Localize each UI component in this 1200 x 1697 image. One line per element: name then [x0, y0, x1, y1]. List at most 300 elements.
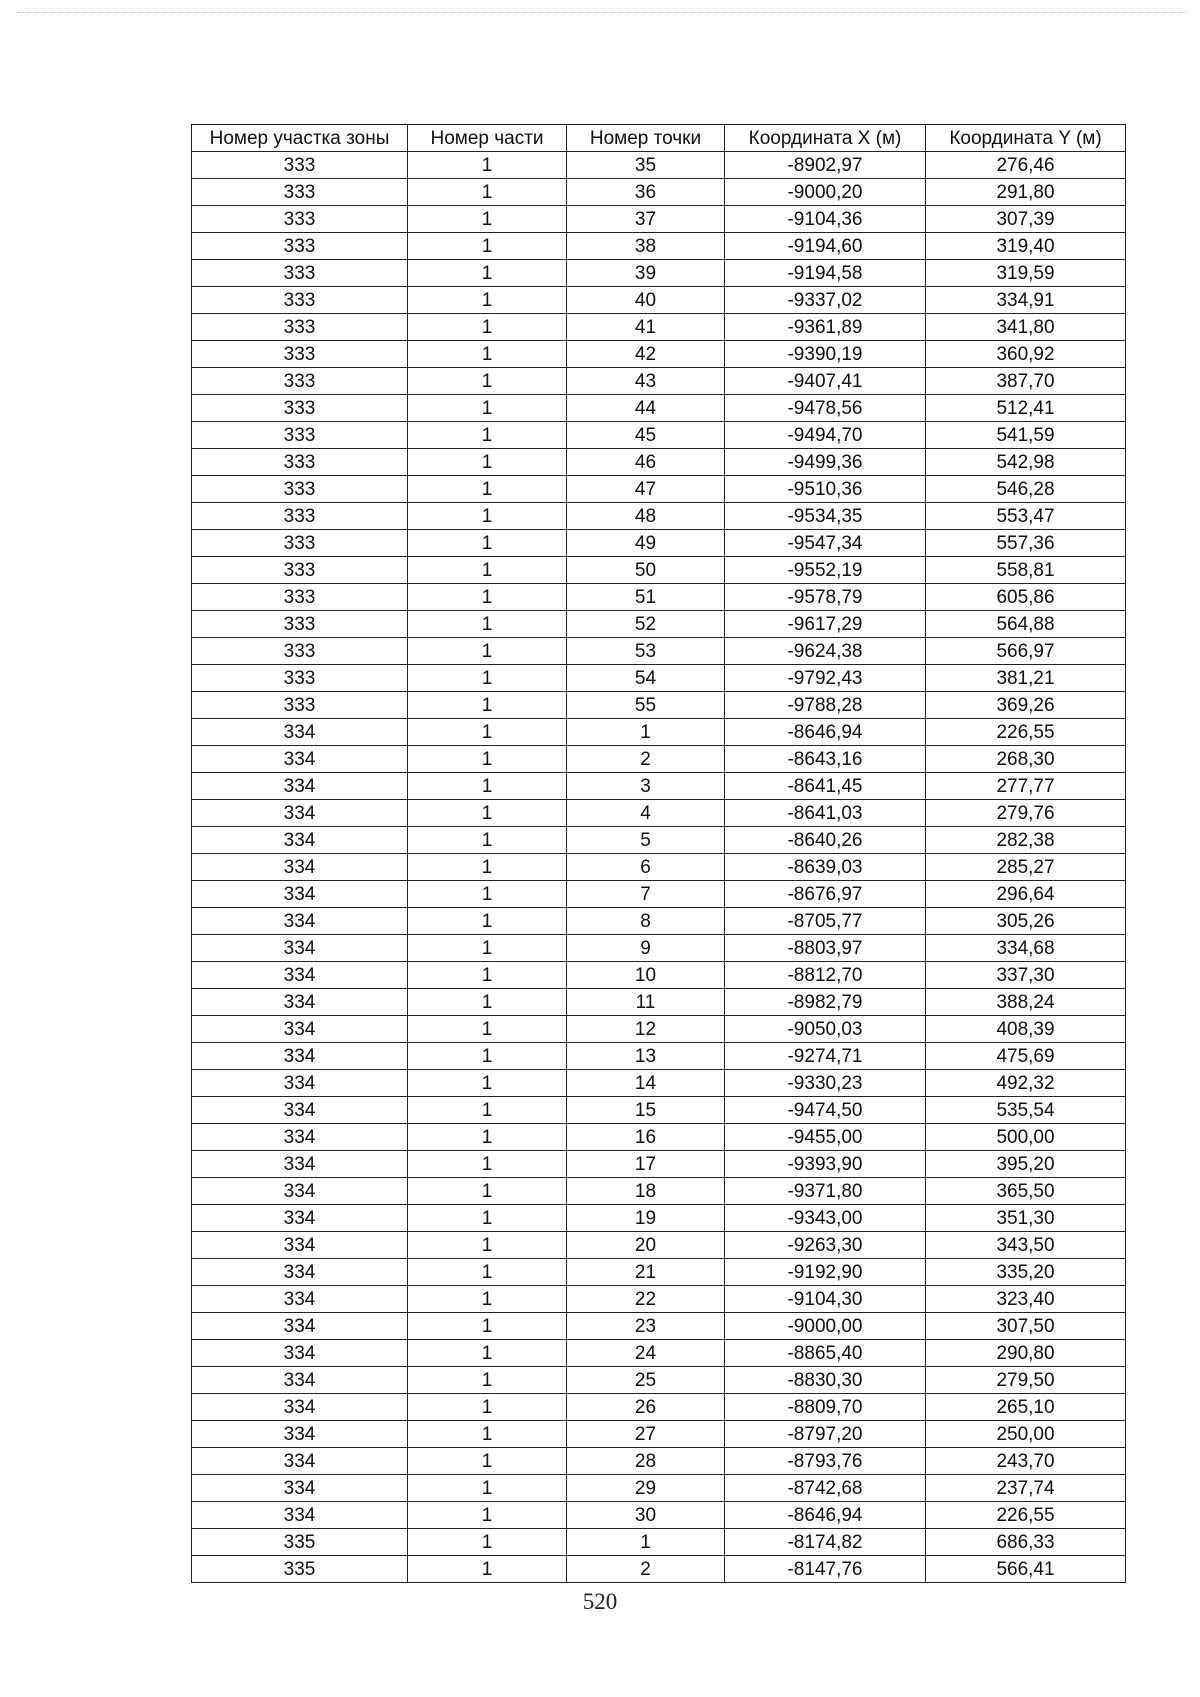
cell-coordinate-y: 323,40	[926, 1286, 1126, 1313]
cell-zone-plot-number: 334	[192, 800, 408, 827]
cell-part-number: 1	[408, 881, 567, 908]
cell-part-number: 1	[408, 773, 567, 800]
cell-coordinate-x: -8641,45	[725, 773, 926, 800]
table-row	[192, 1070, 1126, 1097]
cell-part-number: 1	[408, 1124, 567, 1151]
cell-point-number: 20	[567, 1232, 725, 1259]
cell-part-number: 1	[408, 341, 567, 368]
cell-zone-plot-number: 334	[192, 1394, 408, 1421]
cell-part-number: 1	[408, 692, 567, 719]
table-row	[192, 260, 1126, 287]
cell-zone-plot-number: 334	[192, 908, 408, 935]
table-row	[192, 854, 1126, 881]
cell-part-number: 1	[408, 1313, 567, 1340]
cell-point-number: 54	[567, 665, 725, 692]
page-top-edge	[18, 12, 1186, 13]
table-row	[192, 557, 1126, 584]
cell-coordinate-x: -8639,03	[725, 854, 926, 881]
cell-coordinate-x: -8793,76	[725, 1448, 926, 1475]
cell-part-number: 1	[408, 368, 567, 395]
cell-coordinate-y: 290,80	[926, 1340, 1126, 1367]
cell-part-number: 1	[408, 179, 567, 206]
table-row	[192, 287, 1126, 314]
cell-point-number: 30	[567, 1502, 725, 1529]
cell-coordinate-y: 381,21	[926, 665, 1126, 692]
cell-coordinate-x: -8902,97	[725, 152, 926, 179]
cell-coordinate-y: 319,40	[926, 233, 1126, 260]
cell-part-number: 1	[408, 1205, 567, 1232]
cell-part-number: 1	[408, 908, 567, 935]
header-coordinate-x: Координата X (м)	[725, 125, 926, 152]
cell-point-number: 43	[567, 368, 725, 395]
table-row	[192, 503, 1126, 530]
cell-part-number: 1	[408, 719, 567, 746]
cell-zone-plot-number: 334	[192, 827, 408, 854]
cell-coordinate-x: -8865,40	[725, 1340, 926, 1367]
cell-coordinate-y: 279,76	[926, 800, 1126, 827]
cell-coordinate-y: 351,30	[926, 1205, 1126, 1232]
cell-zone-plot-number: 333	[192, 152, 408, 179]
cell-part-number: 1	[408, 665, 567, 692]
cell-coordinate-y: 475,69	[926, 1043, 1126, 1070]
cell-zone-plot-number: 334	[192, 1043, 408, 1070]
cell-coordinate-y: 319,59	[926, 260, 1126, 287]
cell-coordinate-x: -9788,28	[725, 692, 926, 719]
table-row	[192, 800, 1126, 827]
cell-coordinate-x: -8982,79	[725, 989, 926, 1016]
cell-zone-plot-number: 334	[192, 773, 408, 800]
cell-point-number: 19	[567, 1205, 725, 1232]
cell-coordinate-x: -9000,20	[725, 179, 926, 206]
cell-point-number: 2	[567, 1556, 725, 1583]
cell-part-number: 1	[408, 557, 567, 584]
cell-coordinate-x: -9455,00	[725, 1124, 926, 1151]
cell-coordinate-y: 343,50	[926, 1232, 1126, 1259]
table-row	[192, 1475, 1126, 1502]
table-row	[192, 962, 1126, 989]
cell-zone-plot-number: 333	[192, 557, 408, 584]
cell-zone-plot-number: 333	[192, 206, 408, 233]
cell-point-number: 15	[567, 1097, 725, 1124]
cell-part-number: 1	[408, 1043, 567, 1070]
cell-part-number: 1	[408, 1340, 567, 1367]
cell-coordinate-y: 500,00	[926, 1124, 1126, 1151]
cell-zone-plot-number: 334	[192, 854, 408, 881]
cell-coordinate-y: 265,10	[926, 1394, 1126, 1421]
cell-part-number: 1	[408, 989, 567, 1016]
cell-zone-plot-number: 333	[192, 476, 408, 503]
cell-coordinate-y: 268,30	[926, 746, 1126, 773]
cell-point-number: 12	[567, 1016, 725, 1043]
cell-point-number: 49	[567, 530, 725, 557]
cell-coordinate-y: 408,39	[926, 1016, 1126, 1043]
cell-part-number: 1	[408, 530, 567, 557]
table-row	[192, 1232, 1126, 1259]
cell-point-number: 40	[567, 287, 725, 314]
cell-zone-plot-number: 333	[192, 179, 408, 206]
cell-coordinate-y: 237,74	[926, 1475, 1126, 1502]
cell-zone-plot-number: 333	[192, 611, 408, 638]
cell-coordinate-x: -9050,03	[725, 1016, 926, 1043]
cell-part-number: 1	[408, 476, 567, 503]
table-row	[192, 1421, 1126, 1448]
cell-coordinate-y: 535,54	[926, 1097, 1126, 1124]
cell-zone-plot-number: 334	[192, 1016, 408, 1043]
table-row	[192, 719, 1126, 746]
cell-coordinate-x: -8147,76	[725, 1556, 926, 1583]
cell-zone-plot-number: 335	[192, 1556, 408, 1583]
cell-point-number: 22	[567, 1286, 725, 1313]
cell-zone-plot-number: 333	[192, 260, 408, 287]
cell-part-number: 1	[408, 1232, 567, 1259]
cell-part-number: 1	[408, 1286, 567, 1313]
cell-point-number: 53	[567, 638, 725, 665]
cell-coordinate-x: -9343,00	[725, 1205, 926, 1232]
cell-coordinate-x: -8809,70	[725, 1394, 926, 1421]
table-row	[192, 152, 1126, 179]
cell-point-number: 47	[567, 476, 725, 503]
table-row	[192, 989, 1126, 1016]
cell-point-number: 3	[567, 773, 725, 800]
cell-part-number: 1	[408, 935, 567, 962]
cell-coordinate-y: 250,00	[926, 1421, 1126, 1448]
cell-zone-plot-number: 334	[192, 935, 408, 962]
cell-zone-plot-number: 333	[192, 368, 408, 395]
table-row	[192, 179, 1126, 206]
cell-zone-plot-number: 333	[192, 233, 408, 260]
table-row	[192, 1178, 1126, 1205]
header-row	[192, 125, 1126, 152]
table-row	[192, 638, 1126, 665]
cell-coordinate-y: 542,98	[926, 449, 1126, 476]
cell-coordinate-y: 305,26	[926, 908, 1126, 935]
cell-coordinate-y: 226,55	[926, 1502, 1126, 1529]
cell-point-number: 41	[567, 314, 725, 341]
header-point-number: Номер точки	[567, 125, 725, 152]
cell-part-number: 1	[408, 1448, 567, 1475]
cell-coordinate-x: -9390,19	[725, 341, 926, 368]
cell-zone-plot-number: 334	[192, 1475, 408, 1502]
cell-point-number: 23	[567, 1313, 725, 1340]
cell-part-number: 1	[408, 314, 567, 341]
cell-part-number: 1	[408, 800, 567, 827]
table-row	[192, 1151, 1126, 1178]
cell-point-number: 28	[567, 1448, 725, 1475]
cell-coordinate-x: -8803,97	[725, 935, 926, 962]
cell-part-number: 1	[408, 1016, 567, 1043]
table-row	[192, 530, 1126, 557]
cell-coordinate-y: 334,68	[926, 935, 1126, 962]
table-row	[192, 935, 1126, 962]
cell-point-number: 35	[567, 152, 725, 179]
cell-zone-plot-number: 333	[192, 638, 408, 665]
cell-coordinate-x: -9494,70	[725, 422, 926, 449]
cell-point-number: 37	[567, 206, 725, 233]
cell-coordinate-y: 605,86	[926, 584, 1126, 611]
cell-zone-plot-number: 333	[192, 530, 408, 557]
cell-part-number: 1	[408, 827, 567, 854]
table-row	[192, 1286, 1126, 1313]
cell-coordinate-y: 296,64	[926, 881, 1126, 908]
cell-zone-plot-number: 334	[192, 1421, 408, 1448]
coordinates-table	[191, 124, 1126, 1583]
cell-part-number: 1	[408, 638, 567, 665]
cell-zone-plot-number: 333	[192, 503, 408, 530]
cell-zone-plot-number: 333	[192, 422, 408, 449]
cell-point-number: 25	[567, 1367, 725, 1394]
table-row	[192, 1448, 1126, 1475]
cell-coordinate-y: 686,33	[926, 1529, 1126, 1556]
header-part-number: Номер части	[408, 125, 567, 152]
cell-point-number: 6	[567, 854, 725, 881]
table-row	[192, 746, 1126, 773]
cell-coordinate-y: 387,70	[926, 368, 1126, 395]
cell-point-number: 8	[567, 908, 725, 935]
cell-coordinate-y: 541,59	[926, 422, 1126, 449]
cell-coordinate-y: 492,32	[926, 1070, 1126, 1097]
cell-coordinate-y: 279,50	[926, 1367, 1126, 1394]
cell-zone-plot-number: 334	[192, 881, 408, 908]
table-row	[192, 1502, 1126, 1529]
cell-coordinate-x: -9510,36	[725, 476, 926, 503]
cell-zone-plot-number: 333	[192, 341, 408, 368]
cell-part-number: 1	[408, 1070, 567, 1097]
table-row	[192, 1016, 1126, 1043]
cell-part-number: 1	[408, 395, 567, 422]
cell-part-number: 1	[408, 584, 567, 611]
cell-zone-plot-number: 334	[192, 746, 408, 773]
cell-point-number: 27	[567, 1421, 725, 1448]
cell-coordinate-y: 558,81	[926, 557, 1126, 584]
table-row	[192, 314, 1126, 341]
cell-point-number: 18	[567, 1178, 725, 1205]
table-row	[192, 422, 1126, 449]
cell-part-number: 1	[408, 260, 567, 287]
table-row	[192, 476, 1126, 503]
table-row	[192, 611, 1126, 638]
cell-coordinate-y: 365,50	[926, 1178, 1126, 1205]
cell-coordinate-y: 512,41	[926, 395, 1126, 422]
cell-point-number: 16	[567, 1124, 725, 1151]
cell-zone-plot-number: 334	[192, 1232, 408, 1259]
cell-coordinate-x: -9478,56	[725, 395, 926, 422]
cell-point-number: 52	[567, 611, 725, 638]
cell-coordinate-y: 307,50	[926, 1313, 1126, 1340]
page-number: 520	[582, 1589, 618, 1614]
cell-part-number: 1	[408, 287, 567, 314]
cell-coordinate-y: 282,38	[926, 827, 1126, 854]
table-row	[192, 1313, 1126, 1340]
cell-part-number: 1	[408, 206, 567, 233]
table-row	[192, 1394, 1126, 1421]
cell-point-number: 55	[567, 692, 725, 719]
cell-zone-plot-number: 333	[192, 287, 408, 314]
table-row	[192, 1556, 1126, 1583]
cell-point-number: 48	[567, 503, 725, 530]
header-zone-plot-number: Номер участка зоны	[192, 125, 408, 152]
header-coordinate-y: Координата Y (м)	[926, 125, 1126, 152]
cell-part-number: 1	[408, 1259, 567, 1286]
cell-point-number: 4	[567, 800, 725, 827]
cell-coordinate-x: -9552,19	[725, 557, 926, 584]
cell-coordinate-x: -9624,38	[725, 638, 926, 665]
cell-point-number: 1	[567, 1529, 725, 1556]
cell-point-number: 17	[567, 1151, 725, 1178]
cell-point-number: 42	[567, 341, 725, 368]
cell-coordinate-x: -9407,41	[725, 368, 926, 395]
cell-part-number: 1	[408, 503, 567, 530]
cell-part-number: 1	[408, 611, 567, 638]
cell-coordinate-y: 307,39	[926, 206, 1126, 233]
cell-point-number: 11	[567, 989, 725, 1016]
cell-zone-plot-number: 334	[192, 1178, 408, 1205]
cell-point-number: 51	[567, 584, 725, 611]
cell-zone-plot-number: 333	[192, 665, 408, 692]
cell-part-number: 1	[408, 746, 567, 773]
cell-coordinate-x: -9499,36	[725, 449, 926, 476]
cell-coordinate-x: -8830,30	[725, 1367, 926, 1394]
cell-coordinate-x: -9393,90	[725, 1151, 926, 1178]
cell-coordinate-x: -9371,80	[725, 1178, 926, 1205]
cell-point-number: 1	[567, 719, 725, 746]
cell-coordinate-x: -9534,35	[725, 503, 926, 530]
cell-coordinate-y: 226,55	[926, 719, 1126, 746]
cell-point-number: 50	[567, 557, 725, 584]
cell-point-number: 24	[567, 1340, 725, 1367]
table-row	[192, 584, 1126, 611]
cell-zone-plot-number: 334	[192, 1313, 408, 1340]
cell-point-number: 21	[567, 1259, 725, 1286]
cell-point-number: 13	[567, 1043, 725, 1070]
cell-coordinate-x: -8812,70	[725, 962, 926, 989]
cell-zone-plot-number: 333	[192, 692, 408, 719]
cell-zone-plot-number: 334	[192, 1070, 408, 1097]
cell-coordinate-x: -8646,94	[725, 1502, 926, 1529]
cell-part-number: 1	[408, 1529, 567, 1556]
cell-zone-plot-number: 334	[192, 1448, 408, 1475]
cell-point-number: 44	[567, 395, 725, 422]
cell-coordinate-x: -8174,82	[725, 1529, 926, 1556]
cell-point-number: 45	[567, 422, 725, 449]
cell-coordinate-x: -8641,03	[725, 800, 926, 827]
table-row	[192, 665, 1126, 692]
cell-point-number: 26	[567, 1394, 725, 1421]
table-row	[192, 1124, 1126, 1151]
cell-coordinate-x: -8676,97	[725, 881, 926, 908]
cell-point-number: 39	[567, 260, 725, 287]
cell-coordinate-x: -8640,26	[725, 827, 926, 854]
cell-coordinate-x: -9000,00	[725, 1313, 926, 1340]
table-row	[192, 206, 1126, 233]
cell-coordinate-x: -9192,90	[725, 1259, 926, 1286]
table-row	[192, 1529, 1126, 1556]
cell-coordinate-y: 566,41	[926, 1556, 1126, 1583]
table-row	[192, 1367, 1126, 1394]
table-row	[192, 341, 1126, 368]
cell-zone-plot-number: 334	[192, 719, 408, 746]
cell-point-number: 9	[567, 935, 725, 962]
cell-zone-plot-number: 334	[192, 1205, 408, 1232]
cell-zone-plot-number: 333	[192, 584, 408, 611]
cell-zone-plot-number: 334	[192, 1151, 408, 1178]
cell-coordinate-x: -9578,79	[725, 584, 926, 611]
table-row	[192, 449, 1126, 476]
table-row	[192, 1097, 1126, 1124]
cell-coordinate-x: -8742,68	[725, 1475, 926, 1502]
cell-zone-plot-number: 334	[192, 962, 408, 989]
cell-point-number: 10	[567, 962, 725, 989]
cell-zone-plot-number: 334	[192, 1340, 408, 1367]
cell-coordinate-y: 277,77	[926, 773, 1126, 800]
cell-coordinate-x: -9104,30	[725, 1286, 926, 1313]
cell-coordinate-y: 388,24	[926, 989, 1126, 1016]
cell-coordinate-y: 285,27	[926, 854, 1126, 881]
table-header	[192, 125, 1126, 152]
table-row	[192, 692, 1126, 719]
cell-point-number: 7	[567, 881, 725, 908]
cell-part-number: 1	[408, 1367, 567, 1394]
cell-coordinate-x: -9547,34	[725, 530, 926, 557]
cell-point-number: 29	[567, 1475, 725, 1502]
cell-point-number: 2	[567, 746, 725, 773]
cell-part-number: 1	[408, 1178, 567, 1205]
cell-coordinate-x: -9274,71	[725, 1043, 926, 1070]
cell-part-number: 1	[408, 962, 567, 989]
table-row	[192, 881, 1126, 908]
cell-point-number: 38	[567, 233, 725, 260]
cell-coordinate-y: 553,47	[926, 503, 1126, 530]
table-row	[192, 1340, 1126, 1367]
cell-part-number: 1	[408, 1475, 567, 1502]
cell-coordinate-x: -9792,43	[725, 665, 926, 692]
table-row	[192, 1259, 1126, 1286]
cell-zone-plot-number: 334	[192, 1124, 408, 1151]
cell-coordinate-y: 276,46	[926, 152, 1126, 179]
cell-coordinate-x: -9194,60	[725, 233, 926, 260]
cell-zone-plot-number: 334	[192, 1502, 408, 1529]
cell-part-number: 1	[408, 233, 567, 260]
cell-coordinate-y: 369,26	[926, 692, 1126, 719]
cell-part-number: 1	[408, 1151, 567, 1178]
cell-coordinate-y: 243,70	[926, 1448, 1126, 1475]
cell-coordinate-y: 566,97	[926, 638, 1126, 665]
cell-coordinate-x: -8797,20	[725, 1421, 926, 1448]
cell-point-number: 46	[567, 449, 725, 476]
cell-coordinate-y: 335,20	[926, 1259, 1126, 1286]
cell-zone-plot-number: 333	[192, 395, 408, 422]
cell-zone-plot-number: 334	[192, 1097, 408, 1124]
cell-coordinate-y: 337,30	[926, 962, 1126, 989]
table-body	[192, 152, 1126, 1583]
cell-zone-plot-number: 334	[192, 1286, 408, 1313]
cell-part-number: 1	[408, 1421, 567, 1448]
cell-coordinate-x: -8643,16	[725, 746, 926, 773]
cell-coordinate-y: 341,80	[926, 314, 1126, 341]
table-row	[192, 368, 1126, 395]
cell-coordinate-y: 557,36	[926, 530, 1126, 557]
cell-coordinate-x: -8705,77	[725, 908, 926, 935]
table-row	[192, 1205, 1126, 1232]
cell-part-number: 1	[408, 1097, 567, 1124]
cell-zone-plot-number: 334	[192, 1367, 408, 1394]
cell-part-number: 1	[408, 152, 567, 179]
cell-zone-plot-number: 334	[192, 1259, 408, 1286]
cell-zone-plot-number: 333	[192, 449, 408, 476]
table-row	[192, 395, 1126, 422]
cell-coordinate-x: -9474,50	[725, 1097, 926, 1124]
cell-point-number: 5	[567, 827, 725, 854]
cell-part-number: 1	[408, 1502, 567, 1529]
